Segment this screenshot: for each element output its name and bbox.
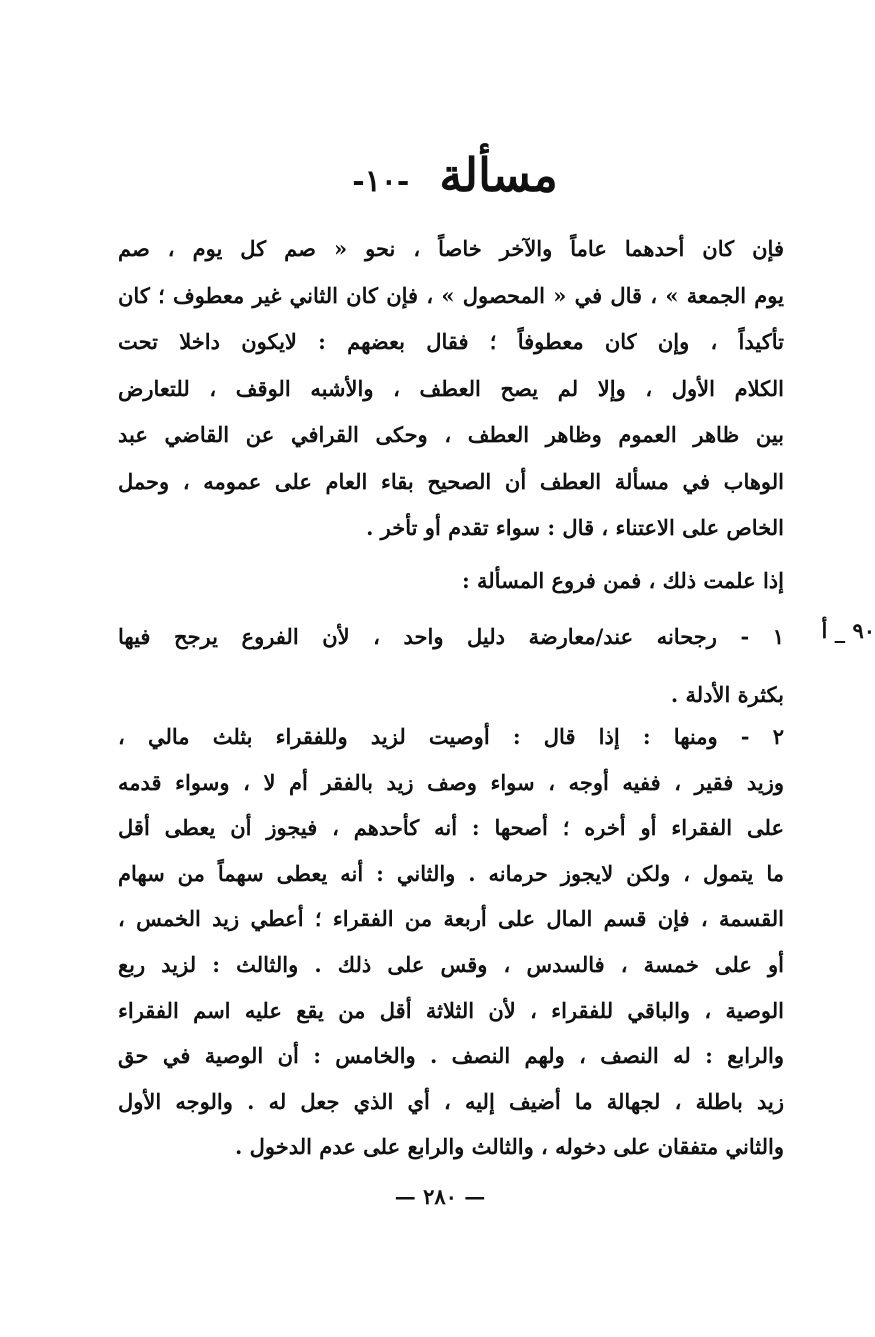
paragraph-item-1 [118, 608, 784, 724]
text-line: ما يتمول ، ولكن لايجوز حرمانه . والثاني : أنه يعطى سهماً من سهام [118, 860, 784, 886]
text-line: فإن كان أحدهما عاماً والآخر خاصاً ، نحو « صم كل يوم ، صم [118, 236, 784, 261]
text-line: تأكيداً ، وإن كان معطوفاً ؛ فقال بعضهم : لايكون داخلا تحت [118, 329, 784, 354]
page-number: — ٢٨٠ — [394, 1184, 486, 1209]
text-line: ٢ - ومنها : إذا قال : أوصيت لزيد وللفقراء بثلث مالي ، [118, 724, 784, 749]
text-line: يوم الجمعة » ، قال في « المحصول » ، فإن كان الثاني غير معطوف ؛ كان [118, 282, 784, 308]
text-line: الوهاب في مسألة العطف أن الصحيح بقاء العام على عمومه ، وحمل [118, 468, 784, 494]
text-line: أو على خمسة ، فالسدس ، وقس على ذلك . والثالث : لزيد ربع [118, 951, 784, 977]
text-line: بين ظاهر العموم وظاهر العطف ، وحكى القرافي عن القاضي عبد [118, 422, 784, 447]
text-line: والرابع : له النصف ، ولهم النصف . والخامس : أن الوصية في حق [118, 1043, 784, 1069]
text-line: والثاني متفقان على دخوله ، والثالث والرابع على عدم الدخول . [235, 1134, 784, 1160]
text-line: الكلام الأول ، وإلا لم يصح العطف ، والأشبه الوقف ، للتعارض [118, 375, 784, 401]
text-line: الوصية ، والباقي للفقراء ، لأن الثلاثة أقل من يقع عليه اسم الفقراء [118, 997, 784, 1023]
text-line: ١ - رجحانه عند/معارضة دليل واحد ، لأن الفروع يرجح فيها [118, 624, 784, 649]
text-line: وزيد فقير ، ففيه أوجه ، سواء وصف زيد بالفقر أم لا ، وسواء قدمه [118, 769, 784, 795]
text-line: زيد باطلة ، لجهالة ما أضيف إليه ، أي الذي جعل له . والوجه الأول [118, 1088, 784, 1114]
section-heading [110, 140, 800, 217]
text-line: بكثرة الأدلة . [670, 682, 784, 707]
text-line: الخاص على الاعتناء ، قال : سواء تقدم أو تأخر . [366, 515, 784, 540]
text-line: القسمة ، فإن قسم المال على أربعة من الفقراء ؛ أعطي زيد الخمس ، [118, 906, 784, 932]
paragraph-general-specific [118, 226, 784, 552]
text-line: على الفقراء أو أخره ؛ أصحها : أنه كأحدهم ، فيجوز أن يعطى أقل [118, 815, 784, 841]
paragraph-item-2 [118, 714, 784, 1170]
paragraph-branches-intro [118, 558, 784, 604]
text-line: إذا علمت ذلك ، فمن فروع المسألة : [461, 568, 784, 593]
heading-title: مسألة [439, 148, 558, 202]
margin-folio-note: ٩٠ _ أ [821, 618, 875, 643]
heading-number: -١٠- [352, 164, 410, 199]
